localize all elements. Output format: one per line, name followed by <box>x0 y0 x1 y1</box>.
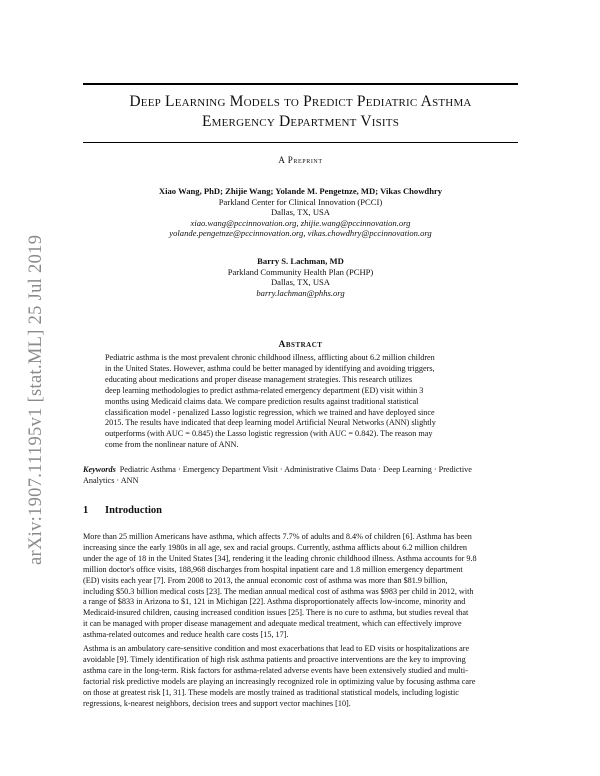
title-line-2: Emergency Department Visits <box>201 113 400 130</box>
abstract-line: months using Medicaid claims data. We compare prediction results against traditional statistical <box>105 396 419 406</box>
paragraph-line: it can be managed with proper disease management and adequate medical treatment, which can effectively improve <box>83 619 462 629</box>
paragraph-line: a range of $833 in Arizona to $1, 121 in Michigan [22]. Asthma disproportionately affects low-income, minority and <box>83 597 466 607</box>
abstract-line: deep learning methodologies to predict asthma-related emergency department (ED) visit within 3 <box>105 385 424 395</box>
abstract-line: in the United States. However, asthma could be better managed by identifying and avoiding triggers, <box>105 363 435 373</box>
paragraph-line: on those at greatest risk [1, 31]. These models are mostly trained as traditional statistical models, including logistic <box>83 687 459 697</box>
author-names: Xiao Wang, PhD; Zhijie Wang; Yolande M. Pengetnze, MD; Vikas Chowdhry <box>158 186 443 196</box>
arxiv-stamp[interactable]: arXiv:1907.11195v1 [stat.ML] 25 Jul 2019 <box>26 234 46 565</box>
abstract-line: classification model - penalized Lasso logistic regression, which we trained and have deployed since <box>105 407 435 417</box>
keywords-list-line-1: Pediatric Asthma · Emergency Department Visit · Administrative Claims Data · Deep Learning · Predictive <box>119 465 472 474</box>
paragraph-line: asthma care in the long-term. Risk factors for asthma-related adverse events have been extensively studied and multi- <box>83 665 468 675</box>
title-rule-top <box>83 83 518 85</box>
author-2-affiliation: Parkland Community Health Plan (PCHP) <box>227 266 374 277</box>
author-2-email[interactable]: barry.lachman@phhs.org <box>256 287 345 298</box>
intro-paragraph-1 <box>83 532 518 641</box>
paragraph-line: million doctor's office visits, 188,968 discharges from hospital inpatient care and 1.8 million emergency department <box>83 564 463 574</box>
author-block-1 <box>83 186 518 239</box>
keywords-block <box>83 465 518 487</box>
keywords-list-line-2: Analytics · ANN <box>83 475 139 485</box>
author-2-location: Dallas, TX, USA <box>270 277 331 287</box>
paragraph-line: avoidable [9]. Timely identification of high risk asthma patients and proactive interventions are the key to improving <box>83 654 466 664</box>
paper-title <box>83 92 518 132</box>
abstract-line: outperforms (with AUC = 0.845) the Lasso logistic regression (with AUC = 0.842). The reason may <box>105 429 433 439</box>
paragraph-line: regressions, k-nearest neighbors, decision trees and support vector machines [10]. <box>83 698 351 708</box>
preprint-label: A Preprint <box>278 155 323 165</box>
paragraph-line: under the age of 18 in the United States [34], rendering it the leading chronic childhood illness. Asthma accounts for 9.8 <box>83 553 477 563</box>
section-number: 1 <box>83 505 89 516</box>
author-2-name: Barry S. Lachman, MD <box>257 256 344 266</box>
keywords-label: Keywords <box>83 465 116 474</box>
title-line-1: Deep Learning Models to Predict Pediatric Asthma <box>129 93 472 110</box>
paragraph-line: factorial risk predictive models are playing an increasingly recognized role in optimizing value by focusing asthma care <box>83 676 476 686</box>
abstract-heading: Abstract <box>278 340 323 350</box>
section-heading-introduction <box>83 505 162 516</box>
intro-paragraph-2 <box>83 644 518 709</box>
abstract-body <box>105 353 495 451</box>
author-emails-line-2[interactable]: yolande.pengetnze@pccinnovation.org, vikas.chowdhry@pccinnovation.org <box>169 228 432 238</box>
paragraph-line: Asthma is an ambulatory care-sensitive condition and most exacerbations that lead to ED visits or hospitalizations are <box>83 644 470 653</box>
paragraph-line: increasing since the early 1980s in all age, sex and racial groups. Currently, asthma afflicts about 6.2 million children <box>83 542 468 552</box>
paragraph-line: (ED) visits each year [7]. From 2008 to 2013, the annual economic cost of asthma was more than $81.9 billion, <box>83 575 448 585</box>
author-location: Dallas, TX, USA <box>270 207 331 217</box>
section-title: Introduction <box>105 505 162 516</box>
title-rule-bottom <box>83 142 518 143</box>
abstract-line: Pediatric asthma is the most prevalent chronic childhood illness, afflicting about 6.2 million children <box>105 353 435 362</box>
paragraph-line: More than 25 million Americans have asthma, which affects 7.7% of adults and 8.4% of children [6]. Asthma has been <box>83 532 472 541</box>
paragraph-line: Medicaid-insured children, causing increased condition issues [25]. There is no cure to asthma, but studies reveal that <box>83 608 469 618</box>
abstract-line: educating about medications and proper disease management strategies. This research utilizes <box>105 374 412 384</box>
author-affiliation: Parkland Center for Clinical Innovation (PCCI) <box>218 196 383 207</box>
abstract-line: 2015. The results have indicated that deep learning model Artificial Neural Networks (ANN) slightly <box>105 418 436 428</box>
paragraph-line: asthma-related outcomes and reduce health care costs [15, 17]. <box>83 630 289 640</box>
abstract-line: come from the nonlinear nature of ANN. <box>105 440 239 450</box>
paragraph-line: including $50.3 billion medical costs [23]. The median annual medical cost of asthma was $983 per child in 2012, with <box>83 586 474 596</box>
author-block-2 <box>83 256 518 298</box>
author-emails-line-1[interactable]: xiao.wang@pccinnovation.org, zhijie.wang@pccinnovation.org <box>190 217 411 228</box>
